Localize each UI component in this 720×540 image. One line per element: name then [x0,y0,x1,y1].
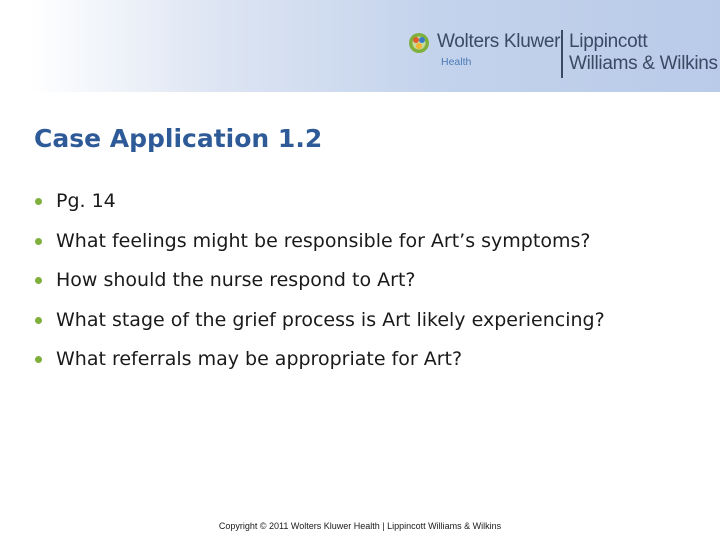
copyright-footer: Copyright © 2011 Wolters Kluwer Health | Lippincott Williams & Wilkins [218,521,502,531]
bullet-dot-icon [35,198,42,205]
slide-title: Case Application 1.2 [34,124,323,153]
logo-imprint-line-2: Williams & Wilkins [569,53,718,74]
logo-imprint-line-1: Lippincott [569,31,648,52]
bullet-item [32,226,605,266]
bullet-text: What stage of the grief process is Art likely experiencing? [56,308,605,331]
bullet-text: What feelings might be responsible for Art’s symptoms? [56,229,591,252]
bullet-dot-icon [35,317,42,324]
bullet-item [32,186,605,226]
bullet-item [32,305,605,345]
bullet-item [32,344,605,384]
logo-division-name: Health [441,56,472,68]
bullet-dot-icon [35,238,42,245]
bullet-text: How should the nurse respond to Art? [56,269,416,291]
bullet-list [32,186,605,384]
bullet-text: Pg. 14 [56,190,116,212]
bullet-dot-icon [35,356,42,363]
wolters-kluwer-globe-icon [408,32,430,54]
bullet-dot-icon [35,277,42,284]
bullet-item [32,265,605,305]
bullet-text: What referrals may be appropriate for Art? [56,348,463,370]
logo-divider [561,30,563,78]
logo-company-name: Wolters Kluwer [437,31,561,52]
